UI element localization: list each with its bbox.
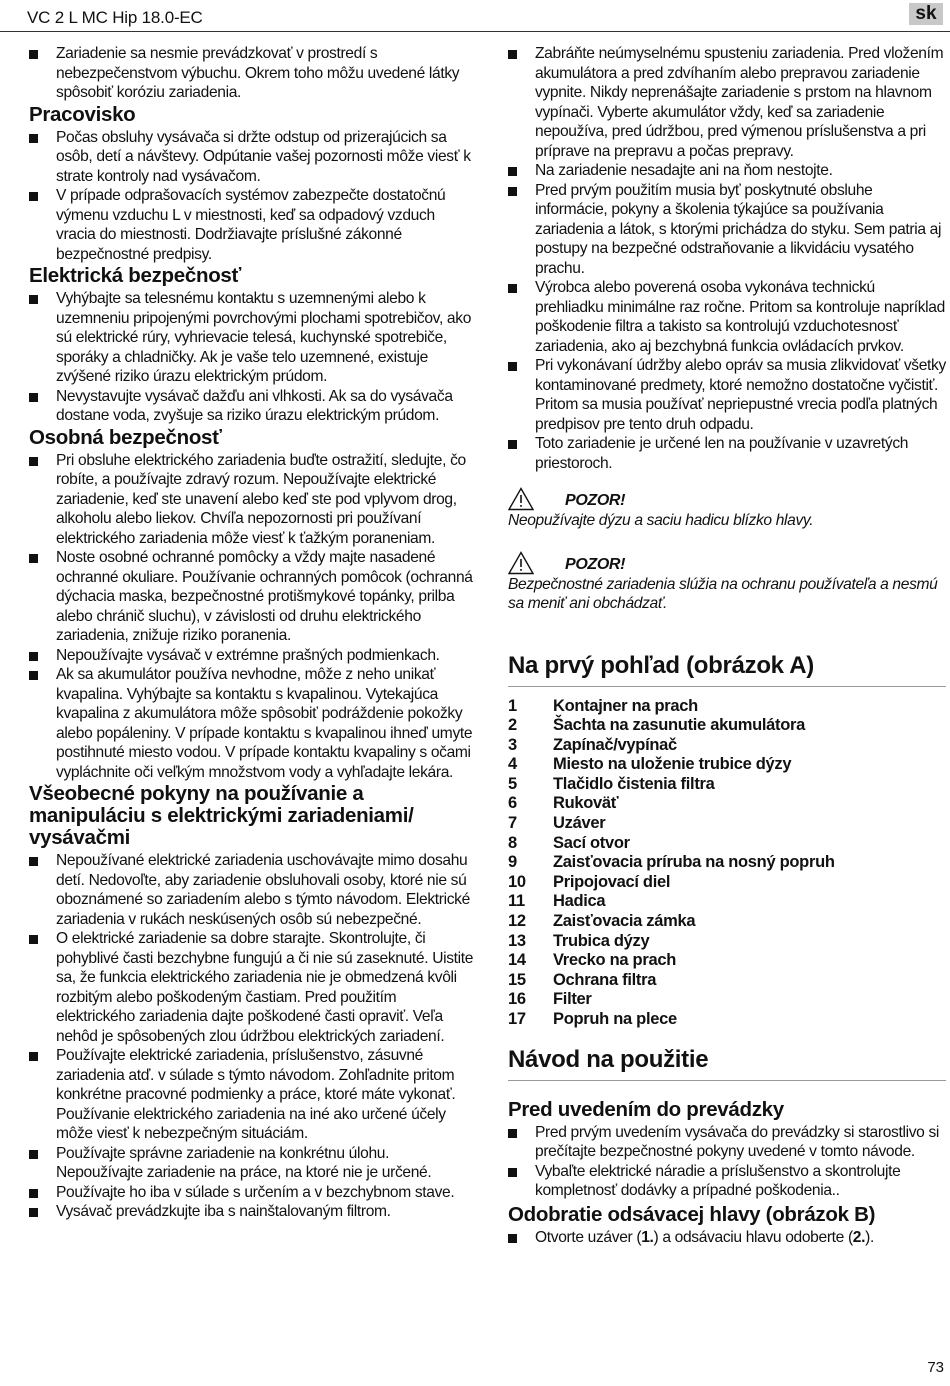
part-number: 13: [508, 931, 526, 950]
warning-label: POZOR!: [565, 492, 626, 509]
list-item: Pri vykonávaní údržby alebo opráv sa musia zlikvidovať všetky kontaminované predmety, ktoré nemožno dostatočne vyčistiť. Pritom sa musia používať nepriepustné vrecia podľa platných predpisov pre tento druh odpadu.: [508, 356, 946, 434]
warning-triangle-icon: [508, 551, 534, 575]
part-item: [508, 834, 946, 854]
part-label: Šachta na zasunutie akumulátora: [553, 716, 806, 735]
section-heading-overview: Na prvý pohľad (obrázok A): [508, 652, 946, 687]
part-label: Tlačidlo čistenia filtra: [553, 774, 715, 793]
section-heading-general: Všeobecné pokyny na používanie a manipuláciu s elektrickými zariadeniami/ vysávačmi: [29, 782, 414, 849]
list-item: [508, 1228, 946, 1248]
part-number: 15: [508, 970, 526, 989]
part-item: [508, 1010, 946, 1030]
part-label: Trubica dýzy: [553, 931, 650, 950]
step-text: ).: [865, 1228, 874, 1246]
list-item: Nepoužívané elektrické zariadenia uschovávajte mimo dosahu detí. Nedovoľte, aby zariadenie obsluhovali osoby, ktoré nie sú oboznámené so zariadením alebo s týmto návodom. Elektrické zariadenia v rukách neskúsených osôb sú nebezpečné.: [29, 851, 474, 929]
part-number: 2: [508, 716, 517, 735]
list-item: O elektrické zariadenie sa dobre starajte. Skontrolujte, či pohyblivé časti bezchybne fungujú a či nie sú zaseknuté. Uistite sa, že funkcia elektrického zariadenia nie je obmedzená kvôli rozbitým alebo poškodeným častiam. Pred použitím elektrického zariadenia dajte poškodené časti opraviť. Veľa nehôd je spôsobených zlou údržbou elektrických zariadení.: [29, 929, 474, 1046]
parts-list: [508, 697, 946, 1030]
part-label: Filter: [553, 990, 592, 1009]
part-item: [508, 971, 946, 991]
step-text: ) a odsávaciu hlavu odoberte (: [653, 1228, 853, 1246]
step-number: 1.: [641, 1228, 654, 1246]
list-item: Toto zariadenie je určené len na používanie v uzavretých priestoroch.: [508, 434, 946, 473]
part-number: 7: [508, 814, 517, 833]
list-item: Nevystavujte vysávač dažďu ani vlhkosti. Ak sa do vysávača dostane voda, zvyšuje sa riziko úrazu elektrickým prúdom.: [29, 387, 474, 426]
section-heading-personal: Osobná bezpečnosť: [29, 425, 222, 449]
safety-list: [508, 44, 946, 473]
section-heading-instructions: Návod na použitie: [508, 1046, 946, 1081]
part-item: [508, 873, 946, 893]
part-number: 11: [508, 892, 525, 911]
page-number: 73: [927, 1359, 944, 1376]
section-heading-before-use: Pred uvedením do prevádzky: [508, 1097, 784, 1121]
part-item: [508, 736, 946, 756]
part-item: [508, 990, 946, 1010]
list-item: Zariadenie sa nesmie prevádzkovať v prostredí s nebezpečenstvom výbuchu. Okrem toho môžu uvedené látky spôsobiť koróziu zariadenia.: [29, 44, 474, 103]
part-number: 1: [508, 696, 517, 715]
list-item: Používajte elektrické zariadenia, príslušenstvo, zásuvné zariadenia atď. v súlade s týmto návodom. Zohľadnite pritom konkrétne pracovné podmienky a práce, ktoré máte vykonať. Používanie elektrického zariadenia na iné ako určené účely môže viesť k nebezpečným situáciám.: [29, 1046, 474, 1144]
warning-label: POZOR!: [565, 555, 626, 573]
remove-head-list: [508, 1228, 946, 1248]
part-number: 16: [508, 990, 526, 1009]
list-item: Noste osobné ochranné pomôcky a vždy majte nasadené ochranné okuliare. Používanie ochranných pomôcok (ochranná dýchacia maska, bezpečnostné protišmykové topánky, prilba alebo chránič sluchu), v závislosti od druhu elektrického zariadenia, znižuje riziko poranenia.: [29, 548, 474, 646]
part-number: 9: [508, 853, 517, 872]
workplace-list: [29, 128, 474, 265]
warning-block: [508, 487, 946, 531]
intro-list: [29, 44, 474, 103]
part-number: 14: [508, 951, 526, 970]
part-item: [508, 716, 946, 736]
part-label: Vrecko na prach: [553, 951, 676, 970]
list-item: Vybaľte elektrické náradie a príslušenstvo a skontrolujte kompletnosť dodávky a prípadné poškodenia..: [508, 1162, 946, 1201]
part-label: Zapínač/vypínač: [553, 735, 677, 754]
part-number: 3: [508, 735, 517, 754]
list-item: Ak sa akumulátor používa nevhodne, môže z neho unikať kvapalina. Vyhýbajte sa kontaktu s kvapalinou. Vytekajúca kvapalina z akumulátora môže spôsobiť podráždenie pokožky alebo popáleniny. V prípade kontaktu s kvapalinou ihneď umyte postihnuté miesto vodou. V prípade kontaktu kvapaliny s očami vypláchnite oči veľkým množstvom vody a vyhľadajte lekára.: [29, 665, 474, 782]
part-number: 5: [508, 774, 517, 793]
warning-triangle-icon: [508, 487, 534, 511]
general-list: [29, 851, 474, 1222]
section-heading-electrical: Elektrická bezpečnosť: [29, 264, 242, 287]
electrical-list: [29, 289, 474, 426]
list-item: V prípade odprašovacích systémov zabezpečte dostatočnú výmenu vzduchu L v miestnosti, keď sa odpadový vzduch vracia do miestnosti. Dodržiavajte príslušné zákonné bezpečnostné predpisy.: [29, 186, 474, 264]
list-item: Pred prvým použitím musia byť poskytnuté obsluhe informácie, pokyny a školenia týkajúce sa používania zariadenia a látok, s ktorými prichádza do styku. Sem patria aj postupy na bezpečné odstraňovanie a likvidáciu vysatého prachu.: [508, 181, 946, 279]
part-number: 17: [508, 1010, 526, 1028]
part-label: Kontajner na prach: [553, 696, 698, 715]
part-number: 12: [508, 912, 526, 931]
part-item: [508, 814, 946, 834]
list-item: Nepoužívajte vysávač v extrémne prašných podmienkach.: [29, 646, 474, 666]
part-item: [508, 853, 946, 873]
list-item: Počas obsluhy vysávača si držte odstup od prizerajúcich sa osôb, detí a návštevy. Odpútanie vašej pozornosti môže viesť k strate kontroly nad vysávačom.: [29, 128, 474, 187]
list-item: Vysávač prevádzkujte iba s nainštalovaným filtrom.: [29, 1202, 474, 1222]
part-label: Uzáver: [553, 814, 606, 833]
part-item: [508, 697, 946, 717]
part-number: 6: [508, 794, 517, 813]
part-item: [508, 775, 946, 795]
list-item: Pri obsluhe elektrického zariadenia buďte ostražití, sledujte, čo robíte, a používajte zdravý rozum. Nepoužívajte elektrické zariadenie, keď ste unavení alebo keď ste pod vplyvom drog, alkoholu alebo liekov. Chvíľa nepozornosti pri používaní elektrického zariadenia môže viesť k ťažkým poraneniam.: [29, 451, 474, 549]
page-header: [0, 0, 950, 34]
part-label: Hadica: [553, 892, 606, 911]
list-item: Používajte správne zariadenie na konkrétnu úlohu. Nepoužívajte zariadenie na práce, na ktoré nie je určené.: [29, 1144, 474, 1183]
list-item: Pred prvým uvedením vysávača do prevádzky si starostlivo si prečítajte bezpečnostné pokyny uvedené v tomto návode.: [508, 1123, 946, 1162]
list-item: Používajte ho iba v súlade s určením a v bezchybnom stave.: [29, 1183, 474, 1203]
right-column: [508, 44, 946, 1247]
manual-title: VC 2 L MC Hip 18.0-EC: [27, 8, 203, 27]
step-text: Otvorte uzáver (: [535, 1228, 642, 1246]
part-item: [508, 951, 946, 971]
warning-text: Neopužívajte dýzu a saciu hadicu blízko hlavy.: [508, 512, 814, 529]
before-use-list: [508, 1123, 946, 1201]
warning-text: Bezpečnostné zariadenia slúžia na ochranu používateľa a nesmú sa meniť ani obchádzať.: [508, 575, 938, 612]
section-heading-workplace: Pracovisko: [29, 102, 136, 126]
part-label: Miesto na uloženie trubice dýzy: [553, 755, 792, 774]
part-item: [508, 794, 946, 814]
part-item: [508, 755, 946, 775]
part-label: Rukoväť: [553, 794, 619, 813]
part-item: [508, 912, 946, 932]
list-item: Výrobca alebo poverená osoba vykonáva technickú prehliadku minimálne raz ročne. Pritom sa kontroluje napríklad poškodenie filtra a takisto sa kontrolujú vzduchotesnosť zariadenia, ako aj bezchybná funkcia ovládacích prvkov.: [508, 278, 946, 356]
part-label: Sací otvor: [553, 833, 630, 852]
list-item: Zabráňte neúmyselnému spusteniu zariadenia. Pred vložením akumulátora a pred zdvíhaním alebo prepravou zariadenie vypnite. Nikdy neprenášajte zariadenie s prstom na hlavnom vypínači. Vyberte akumulátor vždy, keď sa zariadenie nepoužíva, pred údržbou, pred výmenou príslušenstva a pri príprave na prepravu a počas prepravy.: [508, 44, 946, 161]
list-item: Vyhýbajte sa telesnému kontaktu s uzemnenými alebo k uzemneniu pripojenými povrchovými plochami spotrebičov, ako sú elektrické rúry, vyhrievacie telesá, kuchynské spotrebiče, sporáky a chladničky. Ak je vaše telo uzemnené, existuje zvýšené riziko úrazu elektrickým prúdom.: [29, 289, 474, 387]
warning-block: [508, 551, 946, 614]
part-number: 4: [508, 755, 517, 774]
part-number: 10: [508, 872, 526, 891]
section-heading-remove-head: Odobratie odsávacej hlavy (obrázok B): [508, 1202, 876, 1226]
part-label: Pripojovací diel: [553, 872, 671, 891]
part-label: Popruh na plece: [553, 1010, 677, 1028]
header-rule: [0, 31, 950, 32]
part-label: Zaisťovacia zámka: [553, 912, 696, 931]
part-item: [508, 892, 946, 912]
personal-list: [29, 451, 474, 783]
left-column: [29, 44, 474, 1222]
part-number: 8: [508, 833, 517, 852]
list-item: Na zariadenie nesadajte ani na ňom nestojte.: [508, 161, 946, 181]
part-label: Zaisťovacia príruba na nosný popruh: [553, 853, 835, 872]
language-badge: sk: [909, 3, 943, 25]
part-label: Ochrana filtra: [553, 970, 657, 989]
part-item: [508, 932, 946, 952]
step-number: 2.: [852, 1228, 866, 1246]
